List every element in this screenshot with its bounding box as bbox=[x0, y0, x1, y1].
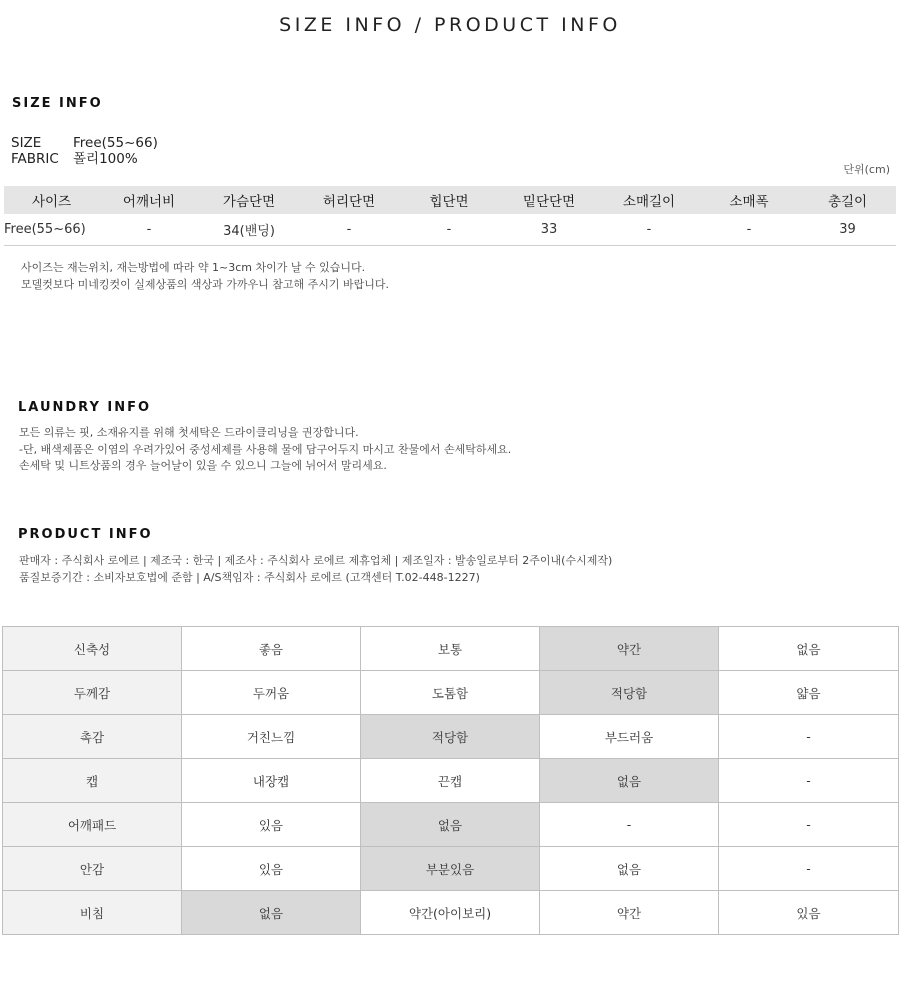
size-header-cell: 사이즈 bbox=[4, 186, 99, 214]
fabric-spec bbox=[11, 151, 138, 167]
size-header-cell: 허리단면 bbox=[299, 186, 399, 214]
size-cell: - bbox=[299, 214, 399, 246]
product-info-heading: PRODUCT INFO bbox=[18, 527, 153, 542]
size-header-cell: 소매폭 bbox=[699, 186, 799, 214]
property-label: 안감 bbox=[3, 847, 182, 891]
property-row bbox=[3, 803, 899, 847]
fabric-properties-table bbox=[2, 626, 899, 935]
property-option: - bbox=[719, 759, 899, 803]
size-table bbox=[4, 186, 896, 246]
property-row bbox=[3, 847, 899, 891]
property-label: 비침 bbox=[3, 891, 182, 935]
product-line: 품질보증기간 : 소비자보호법에 준함 | A/S책임자 : 주식회사 로에르 (고객센터 T.02-448-1227) bbox=[19, 570, 480, 584]
size-note-line: 모델컷보다 미네킹컷이 실제상품의 색상과 가까우니 참고해 주시기 바랍니다. bbox=[21, 277, 390, 291]
size-cell: - bbox=[99, 214, 199, 246]
laundry-notes bbox=[19, 425, 511, 475]
property-option: 도톰함 bbox=[361, 671, 540, 715]
property-row bbox=[3, 715, 899, 759]
product-notes bbox=[19, 553, 612, 586]
property-option: - bbox=[719, 715, 899, 759]
size-table-header-row bbox=[4, 186, 896, 214]
laundry-line: 모든 의류는 핏, 소재유지를 위해 첫세탁은 드라이클리닝을 권장합니다. bbox=[19, 426, 359, 439]
property-option: 있음 bbox=[182, 847, 361, 891]
size-header-cell: 가슴단면 bbox=[199, 186, 299, 214]
property-label: 캡 bbox=[3, 759, 182, 803]
property-label: 촉감 bbox=[3, 715, 182, 759]
property-option: 없음 bbox=[719, 627, 899, 671]
property-option-selected: 부분있음 bbox=[361, 847, 540, 891]
property-option: 있음 bbox=[182, 803, 361, 847]
size-info-heading: SIZE INFO bbox=[12, 96, 103, 111]
size-cell: 33 bbox=[499, 214, 599, 246]
product-line: 판매자 : 주식회사 로에르 | 제조국 : 한국 | 제조사 : 주식회사 로에르 제휴업체 | 제조일자 : 발송일로부터 2주이내(수시제작) bbox=[19, 554, 613, 567]
size-spec bbox=[11, 135, 158, 151]
property-option-selected: 적당함 bbox=[361, 715, 540, 759]
laundry-line: -단, 배색제품은 이염의 우려가있어 중성세제를 사용해 물에 담구어두지 마시고 찬물에서 손세탁하세요. bbox=[19, 442, 512, 456]
property-option: - bbox=[719, 803, 899, 847]
property-option: 거친느낌 bbox=[182, 715, 361, 759]
size-note-line: 사이즈는 재는위치, 재는방법에 따라 약 1~3cm 차이가 날 수 있습니다. bbox=[21, 261, 366, 274]
property-option: 두꺼움 bbox=[182, 671, 361, 715]
property-option-selected: 없음 bbox=[361, 803, 540, 847]
size-cell: 39 bbox=[799, 214, 896, 246]
size-cell: - bbox=[699, 214, 799, 246]
property-option-selected: 약간 bbox=[540, 627, 719, 671]
size-header-cell: 힙단면 bbox=[399, 186, 499, 214]
property-option-selected: 적당함 bbox=[540, 671, 719, 715]
laundry-line: 손세탁 및 니트상품의 경우 늘어날이 있을 수 있으니 그늘에 뉘어서 말리세요. bbox=[19, 459, 387, 472]
size-key: SIZE bbox=[11, 135, 42, 151]
table-row bbox=[4, 214, 896, 246]
size-header-cell: 어깨너비 bbox=[99, 186, 199, 214]
fabric-value: 폴리100% bbox=[73, 151, 138, 167]
property-label: 두께감 bbox=[3, 671, 182, 715]
property-option: 얇음 bbox=[719, 671, 899, 715]
property-option: 보통 bbox=[361, 627, 540, 671]
page-title: SIZE INFO / PRODUCT INFO bbox=[279, 14, 621, 36]
property-option: 좋음 bbox=[182, 627, 361, 671]
property-row bbox=[3, 759, 899, 803]
size-header-cell: 밑단단면 bbox=[499, 186, 599, 214]
size-cell: 34(밴딩) bbox=[199, 214, 299, 246]
property-row bbox=[3, 627, 899, 671]
fabric-key: FABRIC bbox=[11, 151, 59, 167]
property-option: - bbox=[719, 847, 899, 891]
property-label: 신축성 bbox=[3, 627, 182, 671]
property-option: 부드러움 bbox=[540, 715, 719, 759]
property-option: 있음 bbox=[719, 891, 899, 935]
property-option-selected: 없음 bbox=[182, 891, 361, 935]
property-option: 약간(아이보리) bbox=[361, 891, 540, 935]
size-cell: - bbox=[399, 214, 499, 246]
size-cell: Free(55~66) bbox=[4, 214, 99, 246]
size-value: Free(55~66) bbox=[73, 135, 158, 151]
size-cell: - bbox=[599, 214, 699, 246]
size-header-cell: 소매길이 bbox=[599, 186, 699, 214]
property-option: 없음 bbox=[540, 847, 719, 891]
property-option-selected: 없음 bbox=[540, 759, 719, 803]
property-option: 내장캡 bbox=[182, 759, 361, 803]
property-option: 약간 bbox=[540, 891, 719, 935]
laundry-info-heading: LAUNDRY INFO bbox=[18, 400, 152, 415]
size-notes bbox=[21, 260, 389, 293]
property-row bbox=[3, 671, 899, 715]
property-label: 어깨패드 bbox=[3, 803, 182, 847]
size-header-cell: 총길이 bbox=[799, 186, 896, 214]
unit-label: 단위(cm) bbox=[843, 163, 890, 176]
property-option: - bbox=[540, 803, 719, 847]
property-option: 끈캡 bbox=[361, 759, 540, 803]
property-row bbox=[3, 891, 899, 935]
